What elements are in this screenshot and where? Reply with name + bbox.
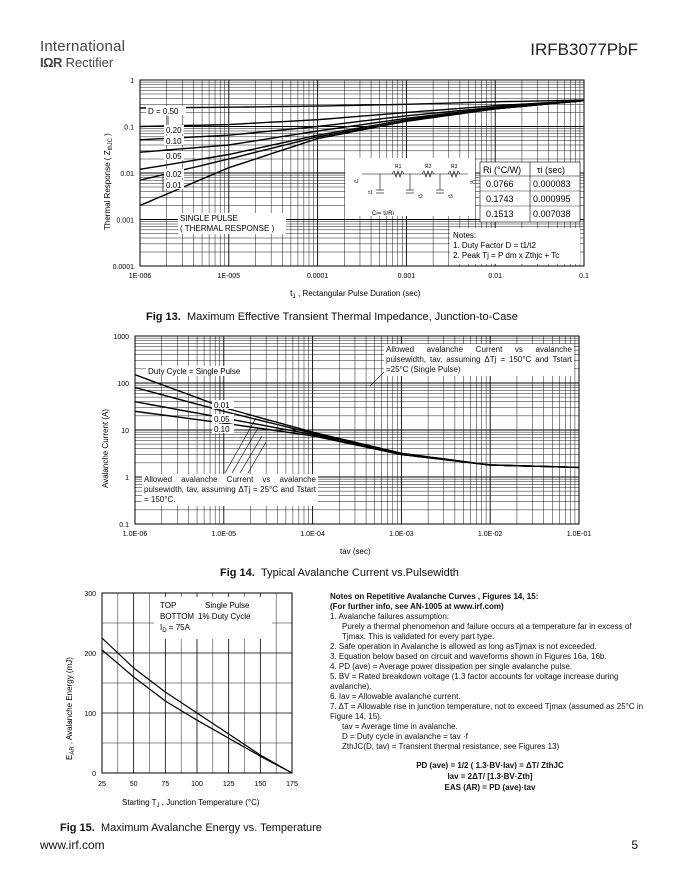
notes-item: Purely a thermal phenomenon and failure occurs at a temperature far in excess of Tjmax. This is validated for every part type. (342, 622, 632, 641)
duty-value-001: 0.01 (214, 401, 230, 410)
fig15-legend (154, 597, 272, 639)
legend-id-sub: D (162, 628, 167, 634)
fig15-xlabel (122, 798, 260, 809)
company-logo-line1: International (40, 38, 126, 55)
legend-top: TOP (160, 601, 177, 610)
legend-bottom-val: 1% Duty Cycle (198, 612, 251, 621)
x-tick-label: 0.0001 (306, 273, 329, 280)
fig15-caption-text: Maximum Avalanche Energy vs. Temperature (100, 822, 322, 834)
fig14-caption-text: Typical Avalanche Current vs.Pulsewidth (260, 567, 459, 579)
legend-bottom: BOTTOM (160, 612, 195, 621)
fig15-ylabel-main: , Avalanche Energy (mJ) (65, 657, 74, 747)
fig13-ylabel (103, 133, 114, 230)
x-tick-label: 1.0E-01 (566, 531, 592, 538)
thermal-response-label: ( THERMAL RESPONSE ) (180, 224, 275, 233)
label-ci: Ci= τi/Ri (372, 211, 394, 217)
fig13-xlabel (290, 288, 421, 300)
rc-table-cell: 0.007038 (533, 209, 571, 219)
x-tick-label: 0.001 (397, 273, 416, 280)
fig15-chart (50, 585, 320, 815)
rc-table-cell: 0.000083 (533, 179, 571, 189)
logo-mark: IΩR (40, 55, 62, 70)
rc-table-cell: 0.000995 (533, 194, 571, 204)
fig13-caption (146, 311, 518, 323)
fig15-caption-num: Fig 15. (60, 822, 95, 834)
x-tick-label: 1.0E-03 (389, 531, 414, 538)
legend-top-val: Single Pulse (205, 601, 250, 610)
y-tick-label: 0.0001 (112, 264, 134, 271)
x-tick-label: 100 (191, 781, 203, 788)
duty-label-005: 0.05 (166, 152, 182, 161)
fig13-xlabel-main: , Rectangular Pulse Duration (sec) (295, 289, 421, 298)
notes-item: 7. ΔT = Allowable rise in junction temperature, not to exceed Tjmax (assumed as 25°C in Figure 14, 15). (330, 702, 644, 721)
fig15-yticks (84, 591, 96, 778)
y-tick-label: 1 (125, 475, 129, 482)
fig13-xticks (129, 273, 589, 280)
fig13-xlabel-t: t (290, 288, 293, 298)
fig14-caption (220, 567, 459, 579)
notes-item: D = Duty cycle in avalanche = tav ·f (342, 732, 468, 741)
label-tj: τJ (354, 179, 359, 185)
equation-pd: PD (ave) = 1/2 ( 1.3·BV·Iav) = ΔT/ ZthJC (416, 761, 564, 770)
fig14-xlabel: tav (sec) (340, 547, 371, 556)
y-tick-label: 0.1 (124, 124, 134, 132)
x-tick-label: 75 (161, 781, 170, 788)
fig14-box1-wrap (384, 344, 574, 382)
y-tick-label: 10 (121, 428, 129, 435)
label-t3: τ3 (448, 194, 453, 200)
y-tick-label: 0.1 (119, 522, 129, 529)
equation-iav: Iav = 2ΔT/ [1.3·BV·Zth] (447, 772, 533, 781)
duty-label-002: 0.02 (166, 170, 182, 179)
duty-value-005: 0.05 (214, 415, 230, 424)
fig13-xlabel-sub: 1 (292, 294, 296, 300)
legend-id-val: = 75A (166, 623, 190, 632)
notes-item-1: 1. Duty Factor D = t1/t2 (453, 241, 536, 250)
y-tick-label: 300 (84, 591, 96, 598)
fig13-ylabel-main: Thermal Response ( Z (103, 150, 112, 230)
fig13-caption-num: Fig 13. (146, 311, 181, 323)
x-tick-label: 175 (286, 781, 298, 788)
y-tick-label: 200 (84, 651, 96, 658)
part-number: IRFB3077PbF (530, 40, 638, 59)
y-tick-label: 100 (117, 381, 129, 388)
fig13-yticks (113, 78, 135, 271)
notes-heading: Notes on Repetitive Avalanche Curves , Figures 14, 15: (330, 592, 539, 601)
fig15-ylabel-sub: AR (70, 746, 76, 755)
rc-table-cell: 0.1513 (486, 209, 514, 219)
y-tick-label: 0.01 (120, 171, 134, 178)
curve-single-pulse (135, 375, 579, 468)
fig13-ylabel-sub: thJC (108, 138, 114, 151)
rc-table-cell: 0.0766 (486, 179, 514, 189)
fig15-ylabel (65, 657, 76, 760)
label-r2: R2 (425, 164, 432, 170)
fig14-xticks (123, 531, 592, 538)
notes-title: Notes: (453, 231, 477, 240)
footer-url[interactable]: www.irf.com (40, 838, 105, 852)
fig13-notes (450, 228, 580, 264)
notes-item: 4. PD (ave) = Average power dissipation per single avalanche pulse. (330, 662, 572, 671)
fig14-yticks (113, 334, 129, 529)
label-tc: τC (470, 180, 476, 186)
fig15-ylabel-e: E (65, 754, 74, 760)
notes-item: tav = Average time in avalanche. (342, 722, 458, 731)
fig13-ylabel-end: ) (103, 133, 112, 139)
duty-label-001: 0.01 (166, 181, 182, 190)
y-tick-label: 100 (84, 711, 96, 718)
x-tick-label: 1E-005 (217, 273, 241, 280)
fig13-caption-text: Maximum Effective Transient Thermal Impedance, Junction-to-Case (186, 311, 518, 323)
equations (330, 760, 650, 793)
fig15-xticks (98, 781, 298, 788)
x-tick-label: 1.0E-06 (122, 531, 148, 538)
x-tick-label: 150 (254, 781, 267, 788)
x-tick-label: 125 (222, 781, 235, 788)
fig15-xlabel-sub: J (156, 803, 160, 809)
x-tick-label: 1.0E-05 (211, 531, 237, 538)
duty-value-010: 0.10 (214, 425, 230, 434)
label-r1: R1 (395, 164, 402, 170)
duty-label-050: D = 0.50 (148, 107, 179, 116)
fig15-xlabel-pre: Starting T (122, 798, 157, 807)
fig14-caption-num: Fig 14. (220, 567, 255, 579)
y-tick-label: 0.001 (116, 217, 134, 225)
fig14-box2-wrap (142, 474, 318, 512)
label-r3: R3 (451, 164, 458, 170)
duty-label-010: 0.10 (166, 137, 182, 146)
duty-label-020: 0.20 (166, 126, 182, 135)
notes-item: 3. Equation below based on circuit and waveforms shown in Figures 16a, 16b. (330, 652, 607, 661)
equation-eas: EAS (AR) = PD (ave)·tav (444, 783, 536, 792)
fig15-caption (60, 822, 322, 834)
x-tick-label: 1.0E-02 (477, 531, 503, 538)
curve-0-10 (135, 411, 579, 467)
notes-subheading: (For further info, see AN-1005 at www.irf.com) (330, 602, 504, 611)
x-tick-label: 25 (98, 781, 106, 788)
company-logo-line2 (40, 55, 113, 70)
x-tick-label: 1E-006 (128, 273, 152, 280)
fig14-box2: Allowed avalanche Current vs avalanche pulsewidth, tav, assuming ΔTj = 25°C and Tstart = 150°C. (144, 475, 316, 504)
fig13-chart (0, 70, 680, 310)
notes-item-2: 2. Peak Tj = P dm x Zthjc + Tc (453, 251, 560, 260)
label-t1: τ1 (368, 190, 373, 196)
notes-item: 5. BV = Rated breakdown voltage (1.3 factor accounts for voltage increase during avalanche). (330, 672, 619, 691)
page-number: 5 (631, 838, 638, 852)
fig14-box1: Allowed avalanche Current vs avalanche pulsewidth, tav, assuming ΔTj = 150°C and Tstart =25°C (Single Pulse) (386, 345, 572, 374)
x-tick-label: 0.1 (579, 273, 589, 280)
x-tick-label: 0.01 (488, 273, 503, 280)
rc-table-cell: 0.1743 (486, 194, 514, 204)
avalanche-notes (330, 592, 650, 793)
fig14-curves (135, 375, 579, 468)
y-tick-label: 0 (92, 771, 96, 778)
notes-item: 1. Avalanche failures assumption: (330, 612, 450, 621)
fig14-chart (0, 328, 680, 560)
rc-table-header-tau: τi (sec) (537, 165, 566, 175)
notes-item: 2. Safe operation in Avalanche is allowed as long asTjmax is not exceeded. (330, 642, 597, 651)
fig13-rc-network (345, 158, 476, 217)
notes-item: 6. Iav = Allowable avalanche current. (330, 692, 461, 701)
x-tick-label: 1.0E-04 (300, 531, 325, 538)
legend-id-i: I (160, 623, 163, 632)
notes-item: ZthJC(D, tav) = Transient thermal resistance, see Figures 13) (342, 742, 560, 751)
fig14-ylabel: Avalanche Current (A) (101, 409, 110, 488)
logo-rectifier: Rectifier (65, 55, 114, 70)
y-tick-label: 1000 (113, 334, 129, 341)
fig15-xlabel-main: , Junction Temperature (°C) (159, 798, 260, 807)
y-tick-label: 1 (130, 78, 134, 85)
single-pulse-label: SINGLE PULSE (180, 214, 238, 223)
label-t2: τ2 (418, 194, 423, 200)
fig13-rc-table (480, 162, 580, 222)
x-tick-label: 50 (129, 781, 138, 788)
rc-table-header-ri: Ri (°C/W) (483, 165, 522, 175)
duty-cycle-label: Duty Cycle = Single Pulse (148, 367, 241, 376)
